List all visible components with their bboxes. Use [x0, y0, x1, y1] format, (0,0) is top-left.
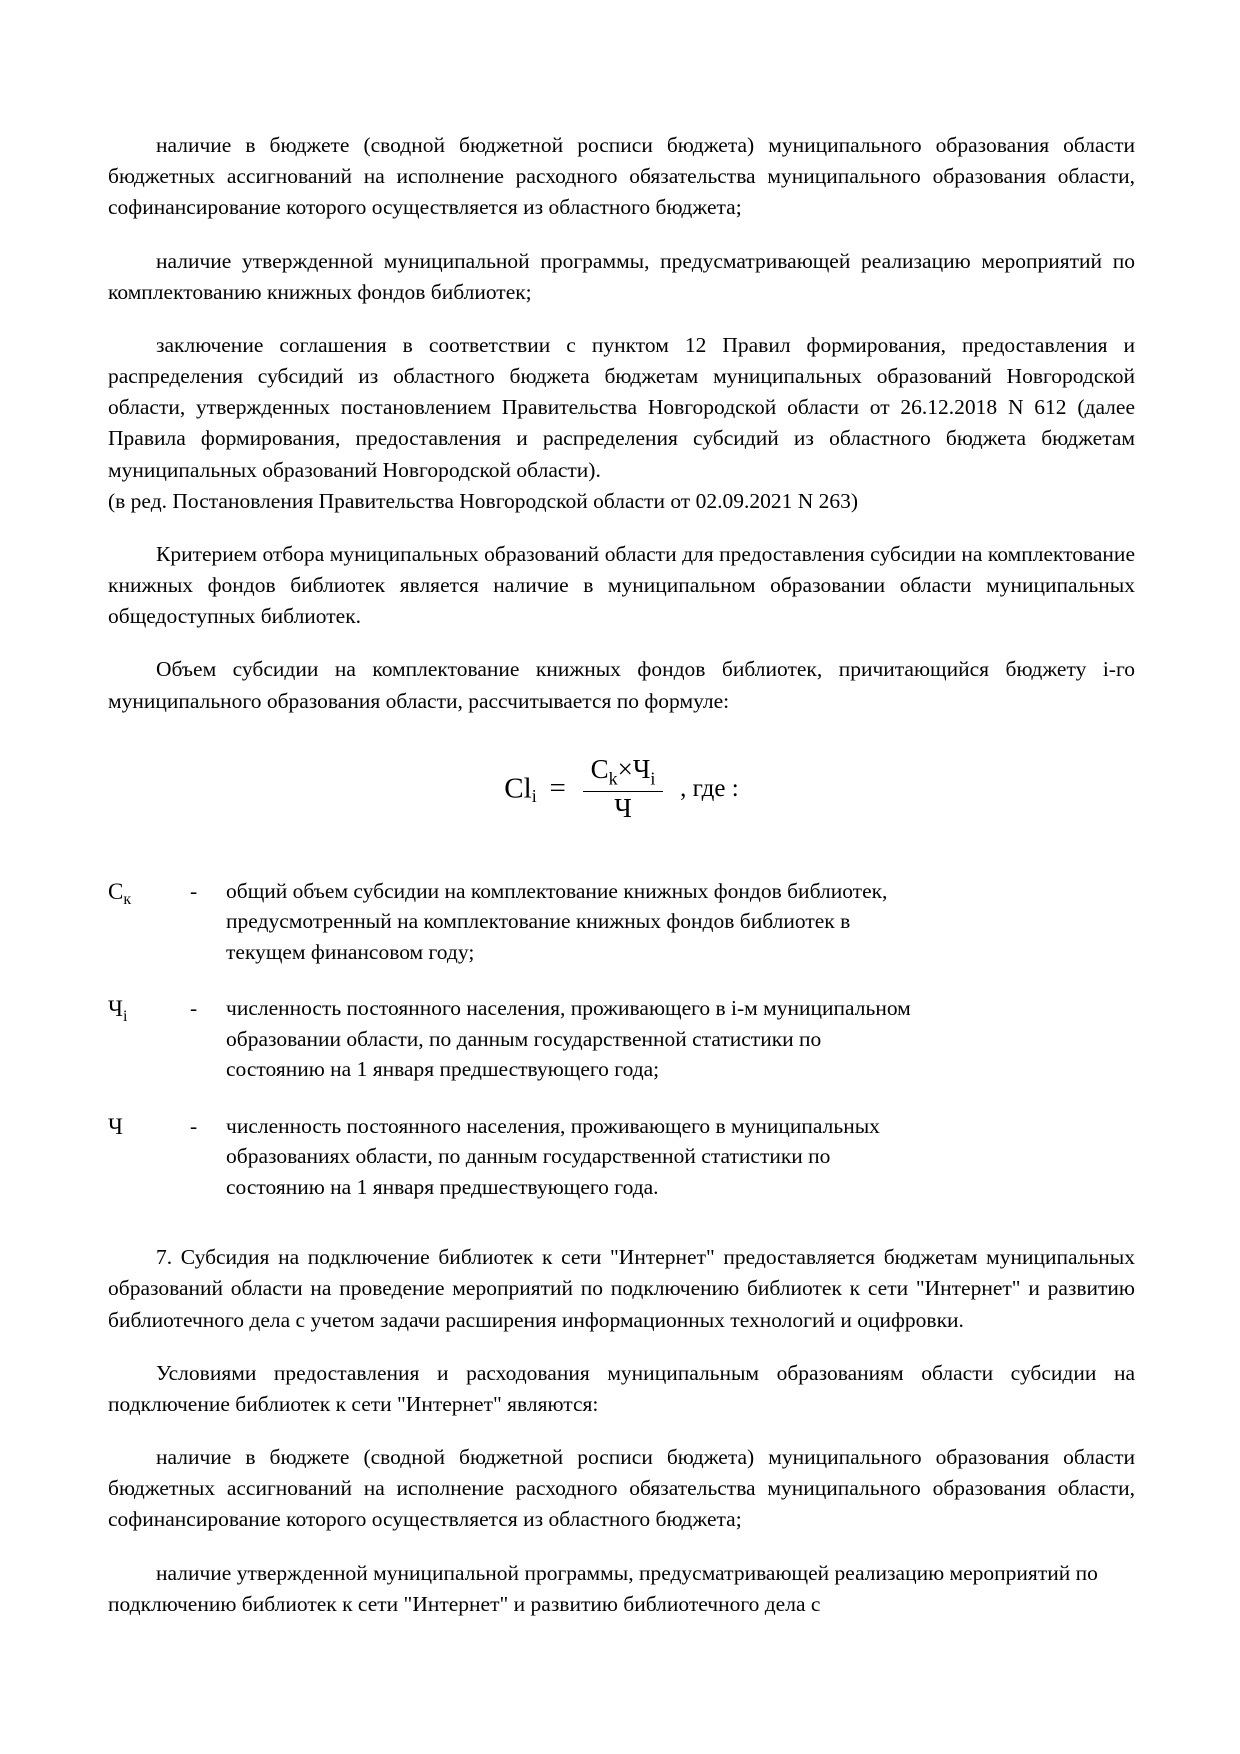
paragraph-internet-conditions-intro: Условиями предоставления и расходования муниципальным образованиям области субсидии на подключение библиотек к сети "Интернет" являются:	[108, 1360, 1135, 1416]
definition-line: образовании области, по данным государственной статистики по	[226, 1026, 822, 1051]
formula-numerator	[583, 755, 664, 792]
definition-symbol-subscript: к	[123, 890, 132, 908]
definition-symbol-base: C	[108, 878, 124, 904]
definition-text	[226, 1111, 1135, 1203]
definition-row	[108, 876, 1135, 968]
formula-numerator-ck-subscript: k	[608, 768, 618, 789]
definition-row	[108, 993, 1135, 1085]
definition-symbol-base: Ч	[108, 1113, 123, 1139]
definition-dash: -	[190, 878, 198, 903]
definition-dash: -	[190, 996, 198, 1021]
formula-denominator: Ч	[614, 792, 632, 823]
definition-line: состоянию на 1 января предшествующего года.	[226, 1174, 659, 1199]
paragraph-conditions-budget-allocations: наличие в бюджете (сводной бюджетной росписи бюджета) муниципального образования области бюджетных ассигнований на исполнение расходного обязательства муниципального образования области, софинансирование которого осуществляется из областного бюджета;	[108, 133, 1135, 220]
paragraph-internet-municipal-program: наличие утвержденной муниципальной программы, предусматривающей реализацию мероприятий по подключению библиотек к сети "Интернет" и развитию библиотечного дела с	[108, 1560, 1098, 1616]
definition-symbol	[108, 1111, 190, 1145]
definition-line: образованиях области, по данным государственной статистики по	[226, 1144, 831, 1169]
formula-subsidy-calculation	[108, 755, 1135, 824]
paragraph-selection-criterion: Критерием отбора муниципальных образований области для предоставления субсидии на комплектование книжных фондов библиотек является наличие в муниципальном образовании области муниципальных общедоступных библиотек.	[108, 541, 1135, 629]
definition-symbol	[108, 876, 190, 910]
formula-equals-sign: =	[549, 772, 566, 805]
formula-definitions-list	[108, 876, 1135, 1203]
formula-numerator-ck: C	[590, 753, 609, 784]
paragraph-internet-budget-allocations: наличие в бюджете (сводной бюджетной росписи бюджета) муниципального образования области бюджетных ассигнований на исполнение расходного обязательства муниципального образования области, софинансирование которого осуществляется из областного бюджета;	[108, 1445, 1135, 1532]
formula-lhs-subscript: i	[531, 785, 537, 806]
formula-expression	[504, 755, 738, 824]
definition-text	[226, 876, 1135, 968]
definition-line: текущем финансовом году;	[226, 939, 475, 964]
definition-dash: -	[190, 1113, 198, 1138]
definition-symbol	[108, 993, 190, 1027]
formula-lhs: Cl	[504, 772, 532, 805]
formula-fraction	[583, 755, 664, 824]
paragraph-amendment-note: (в ред. Постановления Правительства Новгородской области от 02.09.2021 N 263)	[108, 488, 859, 513]
formula-tail-text: , где :	[680, 775, 739, 803]
paragraph-item-7-internet-subsidy: 7. Субсидия на подключение библиотек к сети "Интернет" предоставляется бюджетам муниципальных образований области на проведение мероприятий по подключению библиотек к сети "Интернет" и развитию библиотечного дела с учетом задачи расширения информационных технологий и оцифровки.	[108, 1245, 1135, 1332]
definition-line: численность постоянного населения, проживающего в муниципальных	[226, 1113, 880, 1138]
definition-row	[108, 1111, 1135, 1203]
definition-line: состоянию на 1 января предшествующего года;	[226, 1057, 660, 1082]
definition-symbol-subscript: i	[122, 1007, 128, 1025]
formula-multiply-sign: ×	[617, 753, 633, 784]
definition-line: численность постоянного населения, проживающего в i-м муниципальном	[226, 996, 911, 1021]
definition-line: предусмотренный на комплектование книжных фондов библиотек в	[226, 909, 851, 934]
paragraph-subsidy-volume-intro: Объем субсидии на комплектование книжных фондов библиотек, причитающийся бюджету i-го муниципального образования области, рассчитывается по формуле:	[108, 657, 1135, 713]
definition-text	[226, 993, 1135, 1085]
formula-numerator-chi: Ч	[632, 753, 651, 784]
formula-numerator-chi-subscript: i	[650, 768, 656, 789]
paragraph-conditions-municipal-program: наличие утвержденной муниципальной программы, предусматривающей реализацию мероприятий по комплектованию книжных фондов библиотек;	[108, 248, 1135, 304]
paragraph-agreement-conclusion: заключение соглашения в соответствии с пунктом 12 Правил формирования, предоставления и распределения субсидий из областного бюджета бюджетам муниципальных образований Новгородской области, утвержденных постановлением Правительства Новгородской области от 26.12.2018 N 612 (далее Правила формирования, предоставления и распределения субсидий из областного бюджета бюджетам муниципальных образований Новгородской области).	[108, 332, 1135, 482]
definition-line: общий объем субсидии на комплектование книжных фондов библиотек,	[226, 878, 888, 903]
definition-symbol-base: Ч	[108, 996, 123, 1022]
